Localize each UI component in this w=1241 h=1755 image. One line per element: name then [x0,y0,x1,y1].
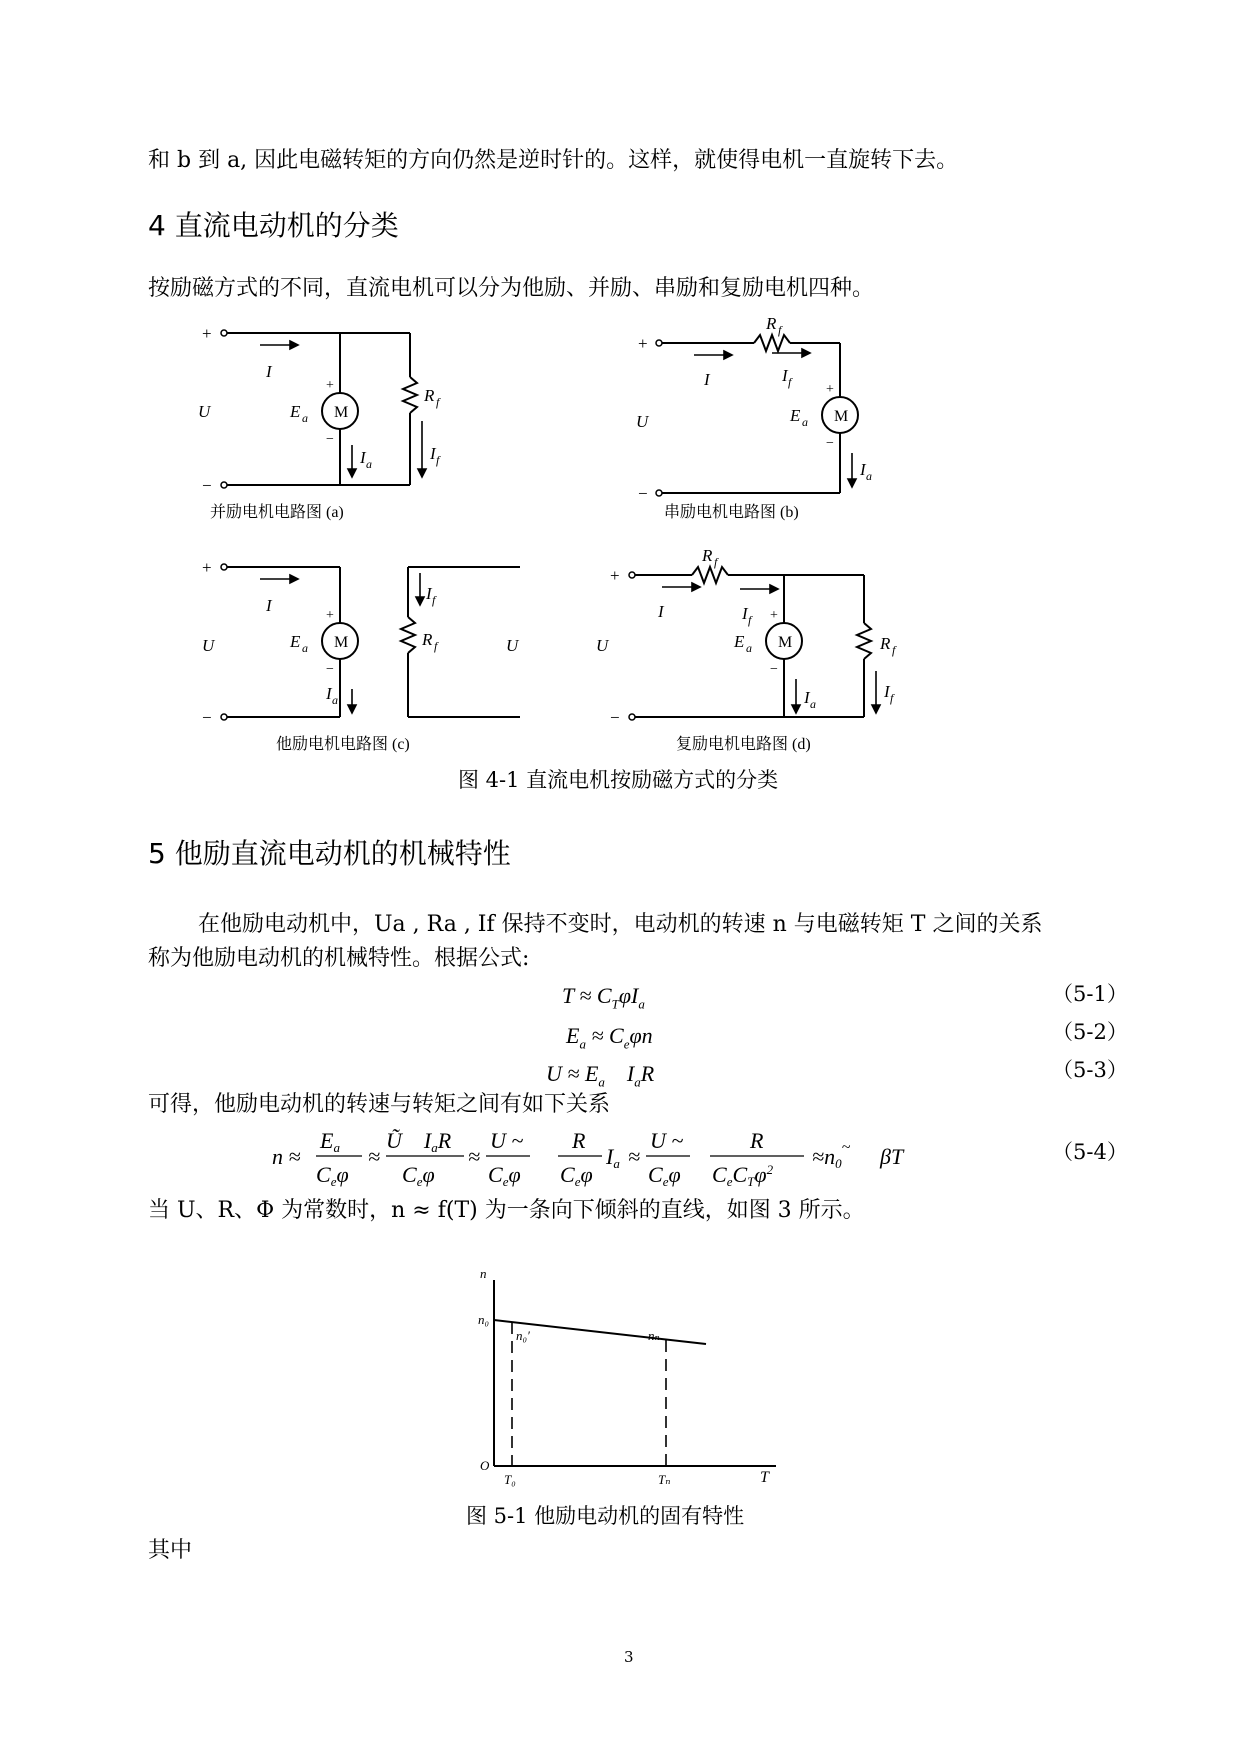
svg-text:−: − [610,708,620,727]
axis-n: n [480,1266,487,1281]
svg-text:+: + [610,566,620,585]
svg-text:Ia: Ia [606,1144,620,1171]
svg-text:−: − [202,476,212,495]
svg-text:I: I [326,684,332,703]
section-5-para-line1: 在他励电动机中，Ua , Ra , If 保持不变时，电动机的转速 n 与电磁转矩 T 之间的关系 [198,912,1043,937]
caption-d: 复励电机电路图 (d) [676,736,811,753]
svg-text:−: − [202,708,212,727]
section-4-heading: 4 直流电动机的分类 [148,209,399,242]
svg-text:E: E [290,402,301,421]
svg-text:I: I [266,362,272,381]
svg-text:a: a [746,641,752,655]
svg-text:E: E [790,406,801,425]
svg-text:+: + [202,324,212,343]
svg-text:f: f [748,613,752,627]
derive-line: 可得，他励电动机的转速与转矩之间有如下关系 [148,1092,611,1117]
label-n0-prime: n₀′ [516,1328,530,1343]
svg-text:−: − [638,484,648,503]
svg-text:CeCTφ2: CeCTφ$^2$ [712,1162,774,1189]
svg-text:Ceφ: Ceφ [316,1162,349,1189]
svg-text:R: R [880,634,891,653]
svg-text:f: f [788,375,792,389]
mechanical-characteristic-graph [476,1262,786,1492]
svg-text:E: E [290,632,301,651]
label-TN: Tₙ [658,1472,671,1487]
svg-text:U: U [596,636,609,655]
svg-text:R: R [750,1128,764,1153]
svg-text:E: E [734,632,745,651]
svg-text:U ~: U ~ [490,1128,524,1153]
svg-text:−: − [770,662,778,677]
equation-5-3: $U \approx E_a$ $I_aR$ [546,1061,655,1090]
svg-text:a: a [302,641,308,655]
equation-5-4 [268,1120,928,1190]
svg-text:Ũ IaR: Ũ IaR [386,1128,452,1155]
svg-text:M: M [334,634,349,651]
label-origin: O [480,1458,490,1473]
svg-text:R: R [422,630,433,649]
svg-text:a: a [366,457,372,471]
svg-text:βT: βT [880,1144,904,1169]
svg-text:n ≈: n ≈ [272,1144,301,1169]
svg-text:R: R [702,546,713,565]
section-4-intro: 按励磁方式的不同，直流电机可以分为他励、并励、串励和复励电机四种。 [148,276,875,301]
svg-text:+: + [326,378,334,393]
svg-text:f: f [432,593,436,607]
svg-text:U ~: U ~ [650,1128,684,1153]
svg-text:+: + [326,608,334,623]
svg-text:I: I [266,596,272,615]
svg-text:I: I [860,460,866,479]
svg-text:M: M [334,404,349,421]
svg-text:+: + [770,608,778,623]
svg-text:−: − [826,436,834,451]
svg-text:≈n0~: ≈n0~ [812,1139,851,1171]
svg-text:+: + [826,382,834,397]
svg-text:a: a [802,415,808,429]
svg-text:I: I [704,370,710,389]
svg-text:I: I [426,584,432,603]
svg-text:f: f [434,639,438,653]
label-T0: T₀ [504,1472,516,1487]
circuit-diagrams [180,305,940,760]
equation-5-2: $E_a \approx C_e\varphi n$ [566,1023,653,1052]
equation-5-3-number: （5-3） [1052,1058,1128,1082]
tail-text: 其中 [148,1538,193,1563]
svg-text:≈: ≈ [628,1144,641,1169]
caption-c: 他励电机电路图 (c) [276,736,410,753]
svg-text:Ceφ: Ceφ [488,1162,521,1189]
equation-5-2-number: （5-2） [1052,1020,1128,1044]
svg-text:R: R [424,386,435,405]
svg-text:U: U [506,636,519,655]
svg-text:a: a [302,411,308,425]
svg-text:a: a [810,697,816,711]
svg-text:≈: ≈ [368,1144,381,1169]
svg-text:+: + [202,558,212,577]
svg-text:−: − [326,662,334,677]
svg-text:a: a [332,693,338,707]
page-number: 3 [624,1648,634,1666]
svg-text:Ceφ: Ceφ [402,1162,435,1189]
svg-text:f: f [436,395,440,409]
section-5-para-line2: 称为他励电动机的机械特性。根据公式: [148,946,530,971]
svg-text:M: M [834,408,849,425]
svg-text:I: I [360,448,366,467]
svg-text:f: f [714,555,718,569]
constant-condition-line: 当 U、R、Φ 为常数时，n ≈ f(T) 为一条向下倾斜的直线，如图 3 所示。 [148,1198,865,1223]
svg-text:M: M [778,634,793,651]
svg-text:+: + [638,334,648,353]
svg-text:Ceφ: Ceφ [648,1162,681,1189]
caption-a: 并励电机电路图 (a) [210,504,344,521]
svg-text:I: I [430,444,436,463]
svg-text:U: U [198,402,211,421]
svg-text:≈: ≈ [468,1144,481,1169]
label-n0: n₀ [478,1312,490,1327]
svg-text:f: f [778,323,782,337]
svg-text:I: I [658,602,664,621]
svg-text:I: I [742,604,748,623]
figure-5-1-caption: 图 5-1 他励电动机的固有特性 [466,1504,745,1528]
svg-text:f: f [436,453,440,467]
svg-text:I: I [884,682,890,701]
caption-b: 串励电机电路图 (b) [664,504,799,521]
svg-text:f: f [892,643,896,657]
label-nN: nₙ [648,1328,660,1343]
section-5-heading: 5 他励直流电动机的机械特性 [148,837,511,870]
svg-text:R: R [572,1128,586,1153]
svg-text:Ceφ: Ceφ [560,1162,593,1189]
equation-5-1-number: （5-1） [1052,982,1128,1006]
figure-4-1-caption: 图 4-1 直流电机按励磁方式的分类 [458,768,779,792]
svg-text:Ea: Ea [320,1128,340,1155]
equation-5-1: $T \approx C_T\varphi I_a$ [562,983,645,1012]
svg-text:U: U [636,412,649,431]
paragraph-continued: 和 b 到 a, 因此电磁转矩的方向仍然是逆时针的。这样，就使得电机一直旋转下去。 [148,148,959,173]
svg-text:−: − [326,432,334,447]
axis-T: T [760,1469,769,1486]
svg-text:a: a [866,469,872,483]
svg-text:I: I [804,688,810,707]
equation-5-4-number: （5-4） [1052,1140,1128,1164]
svg-text:R: R [766,314,777,333]
svg-text:f: f [890,691,894,705]
svg-text:U: U [202,636,215,655]
svg-text:I: I [782,366,788,385]
